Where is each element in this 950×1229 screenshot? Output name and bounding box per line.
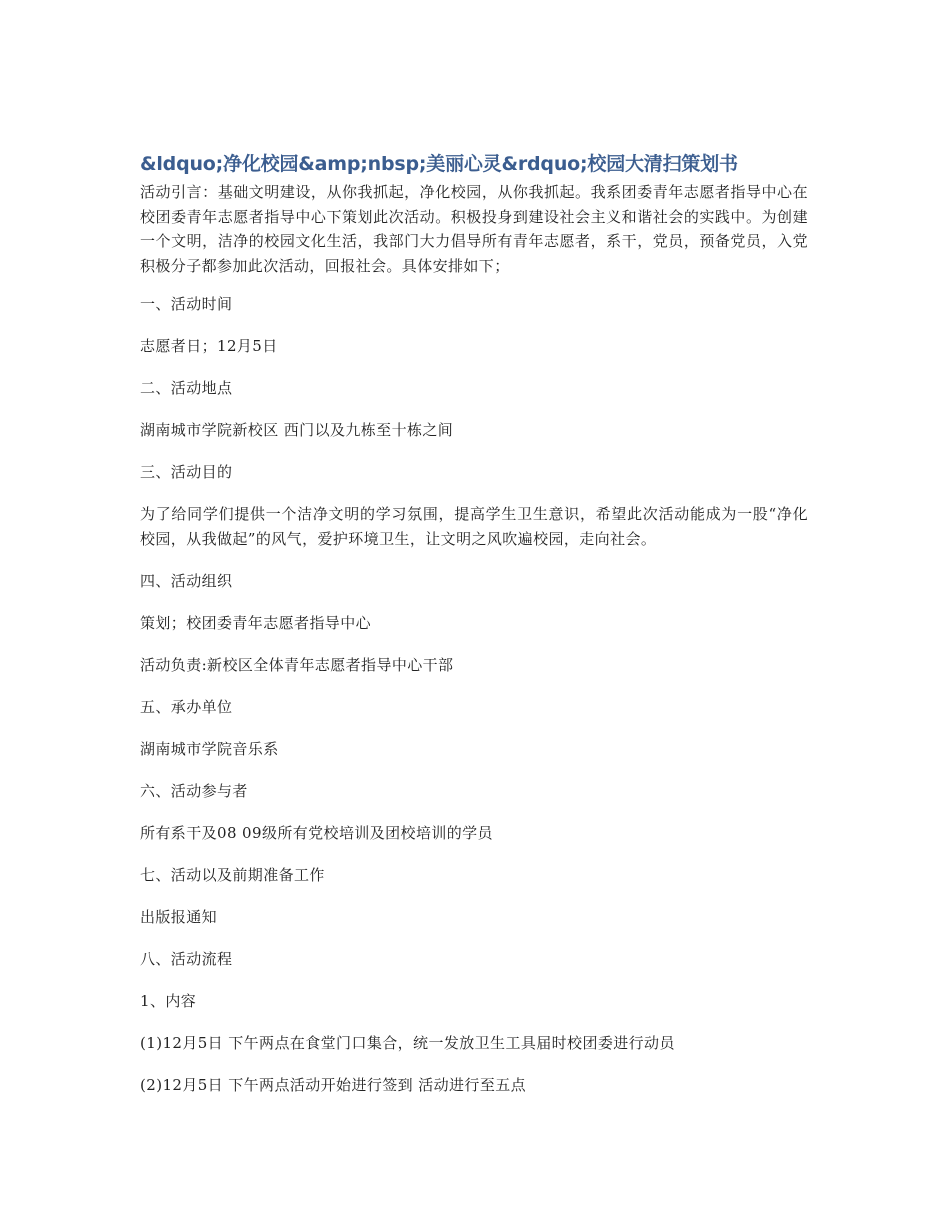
host-unit: 湖南城市学院音乐系 (140, 739, 279, 758)
activity-date: 志愿者日；12月5日 (140, 337, 278, 355)
document-title: &ldquo;净化校园&amp;nbsp;美丽心灵&rdquo;校园大清扫策划书 (140, 153, 738, 175)
organizer-planning: 策划；校团委青年志愿者指导中心 (140, 613, 372, 632)
section-heading-location: 二、活动地点 (140, 379, 233, 397)
preparation: 出版报通知 (140, 907, 218, 926)
section-heading-time: 一、活动时间 (140, 295, 233, 313)
document-page (140, 148, 808, 1115)
intro-paragraph: 活动引言：基础文明建设，从你我抓起，净化校园，从你我抓起。我系团委青年志愿者指导中心在校团委青年志愿者指导中心下策划此次活动。积极投身到建设社会主义和谐社会的实践中。为创建一个文明，洁净的校园文化生活，我部门大力倡导所有青年志愿者，系干，党员，预备党员，入党积极分子都参加此次活动，回报社会。具体安排如下； (140, 183, 808, 275)
process-step-1: (1)12月5日 下午两点在食堂门口集合，统一发放卫生工具届时校团委进行动员 (140, 1033, 675, 1052)
organizer-responsible: 活动负责:新校区全体青年志愿者指导中心干部 (140, 655, 454, 674)
participants: 所有系干及08 09级所有党校培训及团校培训的学员 (140, 823, 493, 842)
activity-purpose: 为了给同学们提供一个洁净文明的学习氛围，提高学生卫生意识，希望此次活动能成为一股“净化校园，从我做起”的风气，爱护环境卫生，让文明之风吹遍校园，走向社会。 (140, 505, 808, 548)
subsection-heading-content: 1、内容 (140, 991, 197, 1010)
process-step-2: (2)12月5日 下午两点活动开始进行签到 活动进行至五点 (140, 1075, 527, 1094)
section-heading-purpose: 三、活动目的 (140, 463, 233, 481)
section-heading-participants: 六、活动参与者 (140, 781, 248, 800)
section-heading-host: 五、承办单位 (140, 697, 233, 716)
section-heading-process: 八、活动流程 (140, 949, 233, 968)
section-heading-preparation: 七、活动以及前期准备工作 (140, 865, 325, 884)
activity-location: 湖南城市学院新校区 西门以及九栋至十栋之间 (140, 421, 454, 439)
section-heading-organization: 四、活动组织 (140, 571, 233, 590)
